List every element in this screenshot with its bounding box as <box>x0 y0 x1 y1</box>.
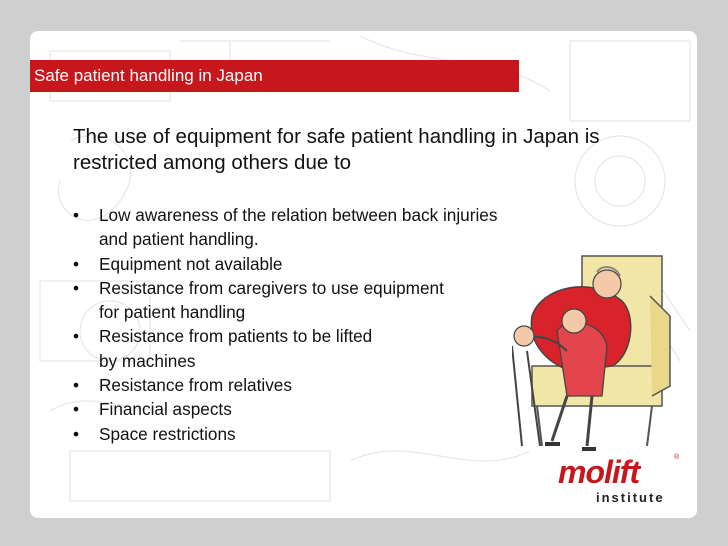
bullet-text: Space restrictions <box>99 423 236 444</box>
logo-subtitle: institute <box>596 490 665 505</box>
bullet-mark: • <box>73 205 80 225</box>
bullet-text: Resistance from patients to be lifted <box>99 326 373 347</box>
bullet-mark: • <box>73 326 80 347</box>
bullet-text-continued: by machines <box>99 350 196 371</box>
bullet-mark: • <box>73 423 80 444</box>
slide <box>30 31 697 518</box>
molift-logo <box>558 454 683 510</box>
logo-registered-mark: ® <box>674 454 680 461</box>
bullet-text: Resistance from caregivers to use equipment <box>99 277 444 298</box>
section-title: Safe patient handling in Japan <box>34 66 263 85</box>
bullet-text: Low awareness of the relation between back injuries <box>99 205 498 225</box>
bullet-mark: • <box>73 253 80 274</box>
logo-wordmark: molift <box>558 454 640 490</box>
cartoon-illustration <box>512 246 672 476</box>
bullet-text: Resistance from relatives <box>99 375 292 396</box>
bullet-mark: • <box>73 375 80 396</box>
bullet-text-continued: for patient handling <box>99 302 246 323</box>
bullet-text: Equipment not available <box>99 253 283 274</box>
list-item <box>73 203 593 252</box>
bullet-text: Financial aspects <box>99 399 232 420</box>
section-title-bar <box>30 60 519 92</box>
bullet-mark: • <box>73 277 80 298</box>
bullet-mark: • <box>73 399 80 420</box>
slide-heading: The use of equipment for safe patient handling in Japan is restricted among others due to <box>73 125 600 174</box>
bullet-text-continued: and patient handling. <box>99 229 259 250</box>
